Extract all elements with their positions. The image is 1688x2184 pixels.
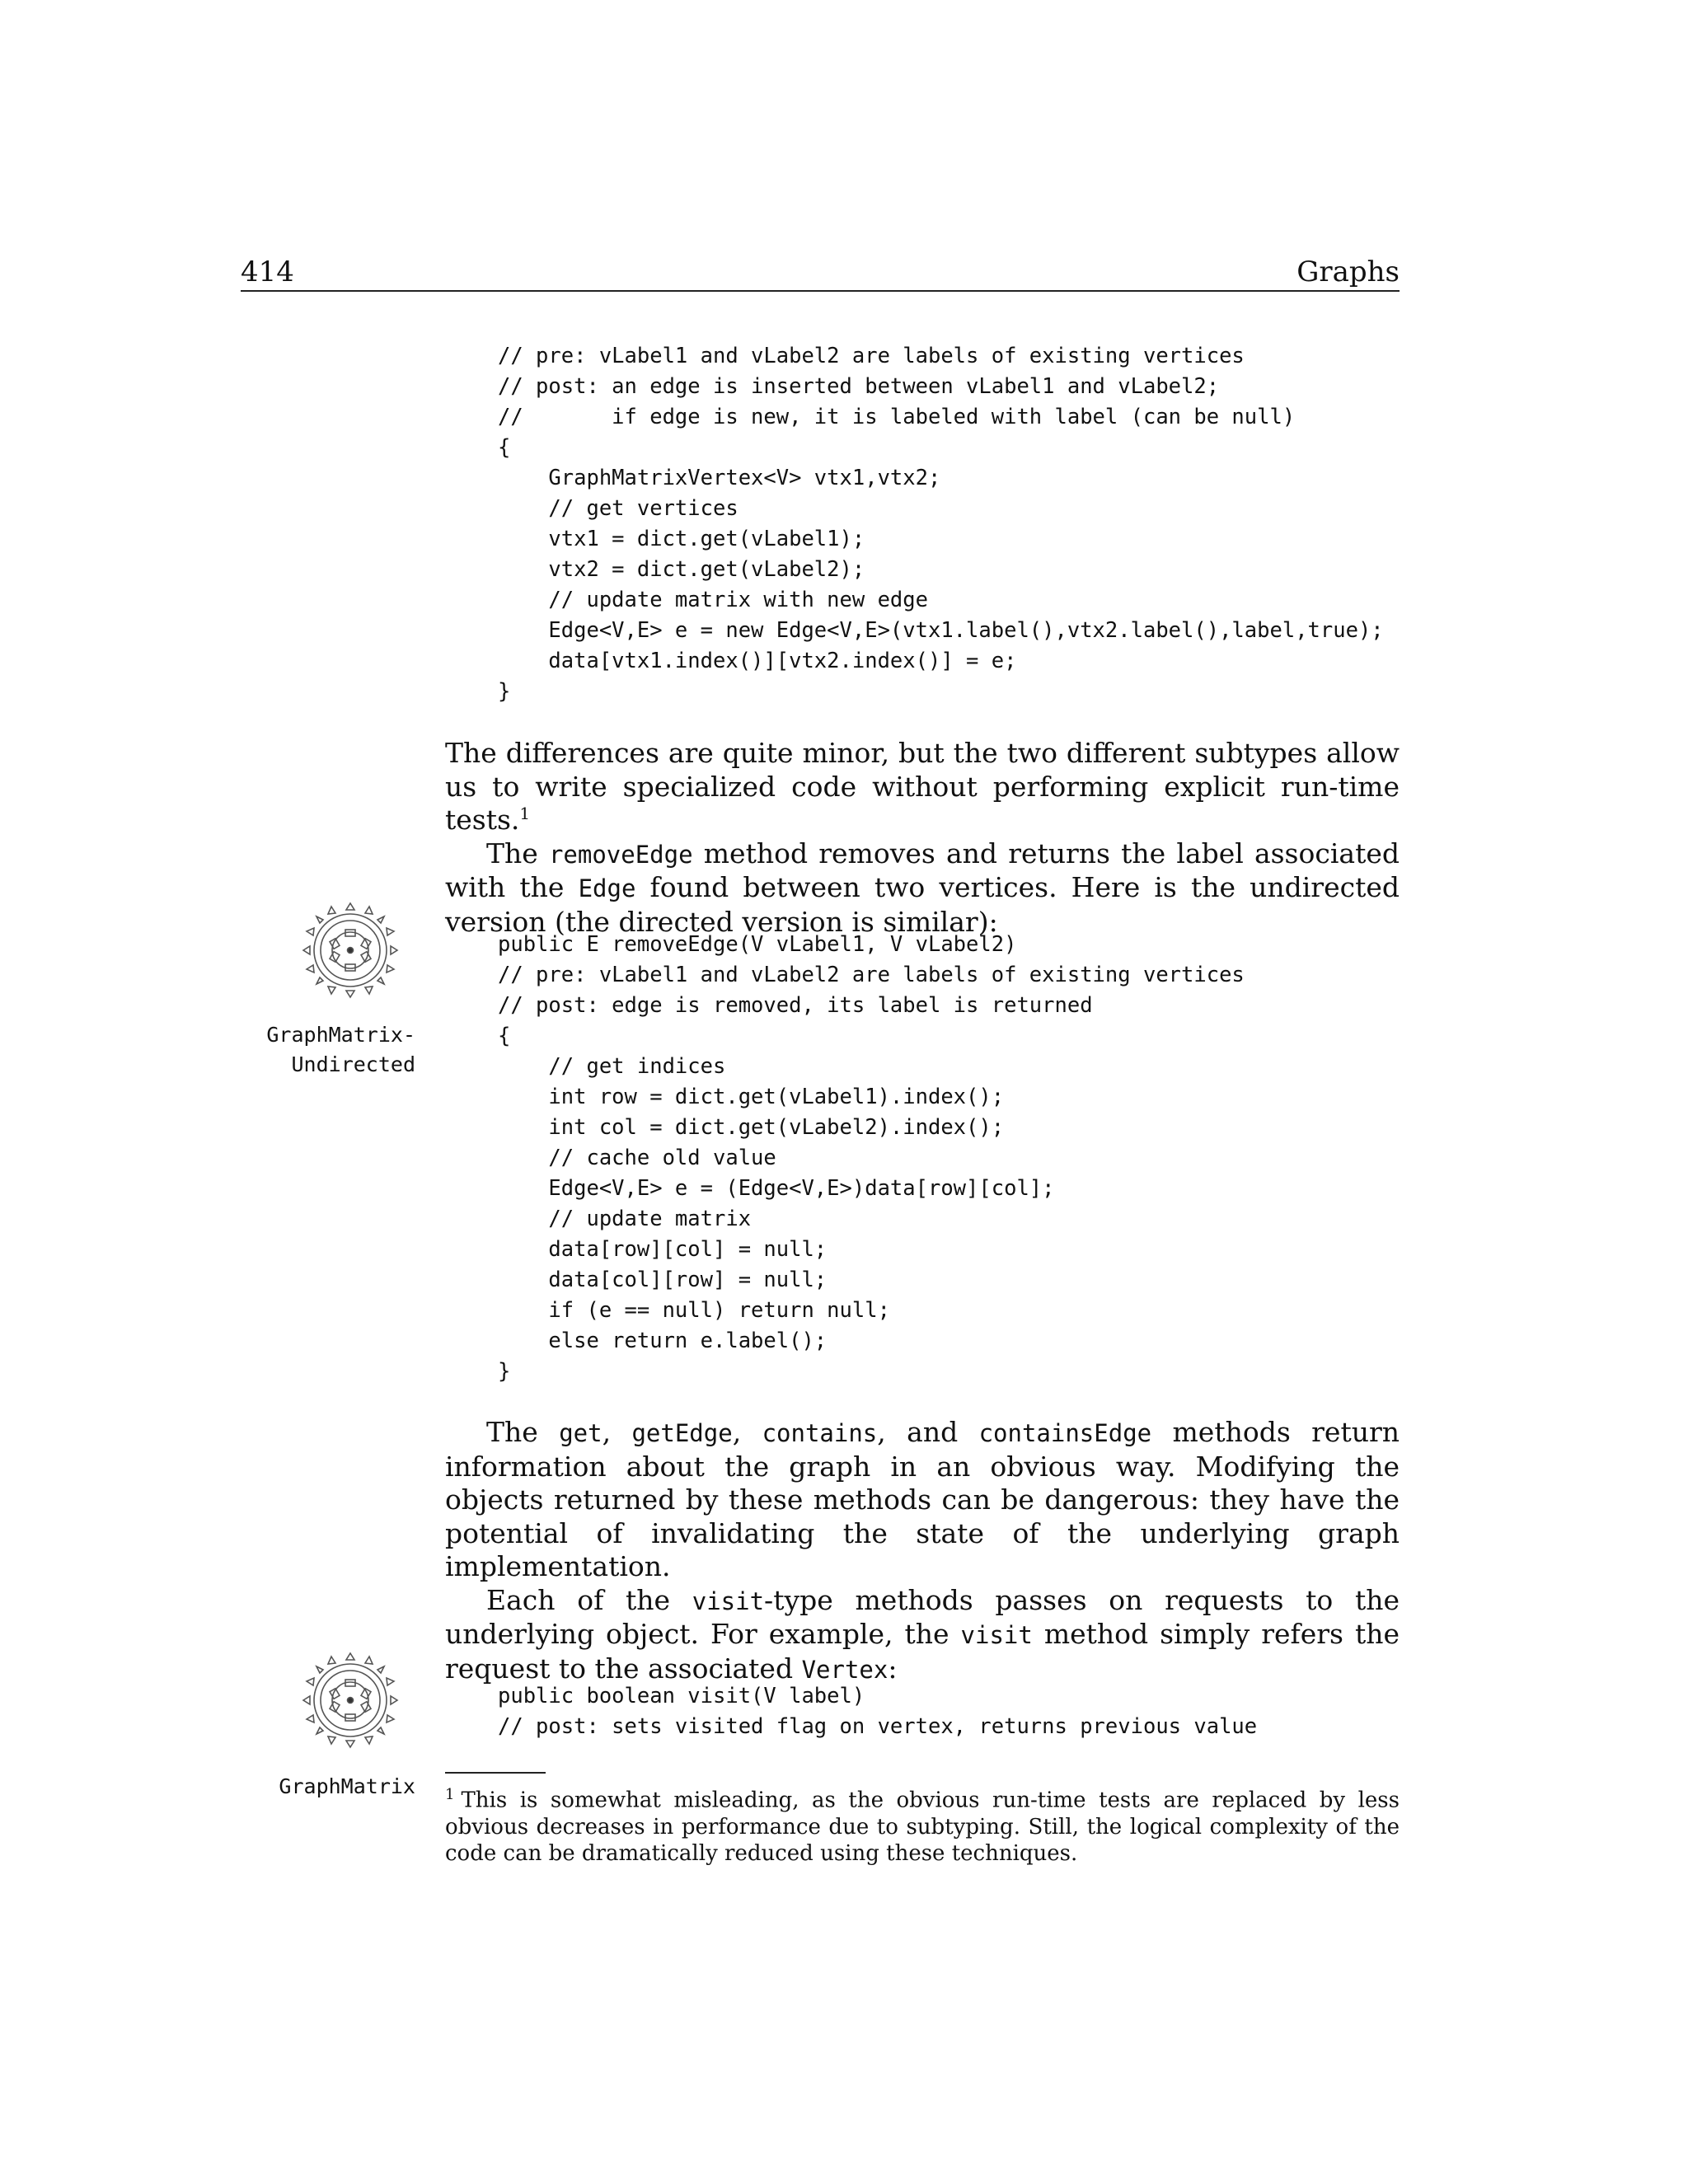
text-run: The — [486, 837, 549, 869]
footnote-rule — [445, 1772, 546, 1774]
code-line: int row = dict.get(vLabel1).index(); — [498, 1085, 1005, 1109]
body-text-1 — [445, 737, 1400, 939]
footnote — [445, 1782, 1400, 1867]
code-block-visit — [498, 1681, 1257, 1742]
code-line: data[vtx1.index()][vtx2.index()] = e; — [498, 649, 1017, 673]
text-run: methods return information about the graph in an obvious way. Modifying the objects returned by these methods can be dangerous: they have the potential of invalidating the state of the underlying graph implementation. — [445, 1416, 1400, 1582]
code-line: int col = dict.get(vLabel2).index(); — [498, 1115, 1005, 1140]
text-run: , — [602, 1416, 632, 1448]
text-run: -type methods passes on requests to the underlying object. For example, the — [445, 1583, 1400, 1650]
code-line: if (e == null) return null; — [498, 1298, 890, 1323]
inline-code: removeEdge — [548, 840, 693, 869]
margin-label-source-file: GraphMatrix — [279, 1774, 415, 1798]
code-line: { — [498, 435, 511, 460]
footnote-reference: 1 — [519, 804, 531, 823]
code-block-remove-edge — [498, 930, 1245, 1387]
gear-wheel-icon — [300, 1650, 401, 1750]
paragraph — [445, 737, 1400, 837]
code-line: // post: edge is removed, its label is returned — [498, 993, 1093, 1018]
body-text-2 — [445, 1416, 1400, 1686]
code-line: // get vertices — [498, 496, 738, 521]
code-line: vtx1 = dict.get(vLabel1); — [498, 527, 865, 551]
code-line: vtx2 = dict.get(vLabel2); — [498, 557, 865, 582]
page-number: 414 — [241, 255, 294, 288]
code-line: else return e.label(); — [498, 1329, 828, 1353]
code-line: // get indices — [498, 1054, 726, 1079]
code-line: // post: sets visited flag on vertex, returns previous value — [498, 1714, 1258, 1739]
text-run: , — [732, 1416, 762, 1448]
paragraph-text: The differences are quite minor, but the two different subtypes allow us to write specialized code without performing explicit run-time tests. — [445, 737, 1400, 836]
text-run: : — [888, 1652, 898, 1685]
footnote-number: 1 — [445, 1786, 455, 1803]
code-line: // cache old value — [498, 1146, 776, 1170]
text-run: found between two vertices. Here is the undirected version (the directed version is similar): — [445, 871, 1400, 938]
paragraph — [445, 1584, 1400, 1687]
code-line: public E removeEdge(V vLabel1, V vLabel2) — [498, 932, 1017, 957]
paragraph — [445, 1416, 1400, 1584]
inline-code: visit — [692, 1586, 765, 1615]
code-line: Edge<V,E> e = (Edge<V,E>)data[row][col]; — [498, 1176, 1055, 1201]
inline-code: getEdge — [631, 1419, 733, 1447]
text-run: method simply refers the request to the associated — [445, 1618, 1400, 1685]
text-run: Each of the — [486, 1583, 692, 1616]
code-line: // pre: vLabel1 and vLabel2 are labels of existing vertices — [498, 344, 1245, 368]
code-line: // pre: vLabel1 and vLabel2 are labels of existing vertices — [498, 963, 1245, 987]
inline-code: visit — [960, 1621, 1033, 1649]
code-line: } — [498, 1359, 511, 1384]
footnote-text: This is somewhat misleading, as the obvious run-time tests are replaced by less obvious decreases in performance due to subtyping. Still, the logical complexity of the code can be dramatically reduced using these techniques. — [445, 1788, 1400, 1866]
margin-label-source-file: GraphMatrix- Undirected — [266, 1023, 415, 1076]
code-line: data[row][col] = null; — [498, 1237, 828, 1262]
text-run: method removes and returns the label associated with the — [445, 837, 1400, 903]
inline-code: Vertex — [801, 1655, 889, 1684]
text-run: The — [486, 1416, 560, 1448]
code-line: } — [498, 679, 511, 704]
running-header — [241, 254, 1400, 292]
inline-code: contains — [762, 1419, 878, 1447]
code-block-add-edge — [498, 341, 1384, 707]
code-line: // update matrix with new edge — [498, 588, 928, 612]
code-line: // update matrix — [498, 1207, 752, 1231]
code-line: // post: an edge is inserted between vLabel1 and vLabel2; — [498, 374, 1220, 399]
text-run: , and — [877, 1416, 979, 1448]
inline-code: get — [559, 1419, 603, 1447]
code-line: public boolean visit(V label) — [498, 1684, 865, 1708]
inline-code: Edge — [578, 874, 636, 902]
code-line: Edge<V,E> e = new Edge<V,E>(vtx1.label(),vtx2.label(),label,true); — [498, 618, 1384, 643]
paragraph — [445, 837, 1400, 940]
code-line: // if edge is new, it is labeled with label (can be null) — [498, 405, 1296, 429]
gear-wheel-icon — [300, 900, 401, 1001]
code-line: GraphMatrixVertex<V> vtx1,vtx2; — [498, 466, 941, 490]
code-line: { — [498, 1024, 511, 1048]
running-title: Graphs — [1296, 255, 1400, 288]
code-line: data[col][row] = null; — [498, 1268, 828, 1292]
inline-code: containsEdge — [978, 1419, 1152, 1447]
